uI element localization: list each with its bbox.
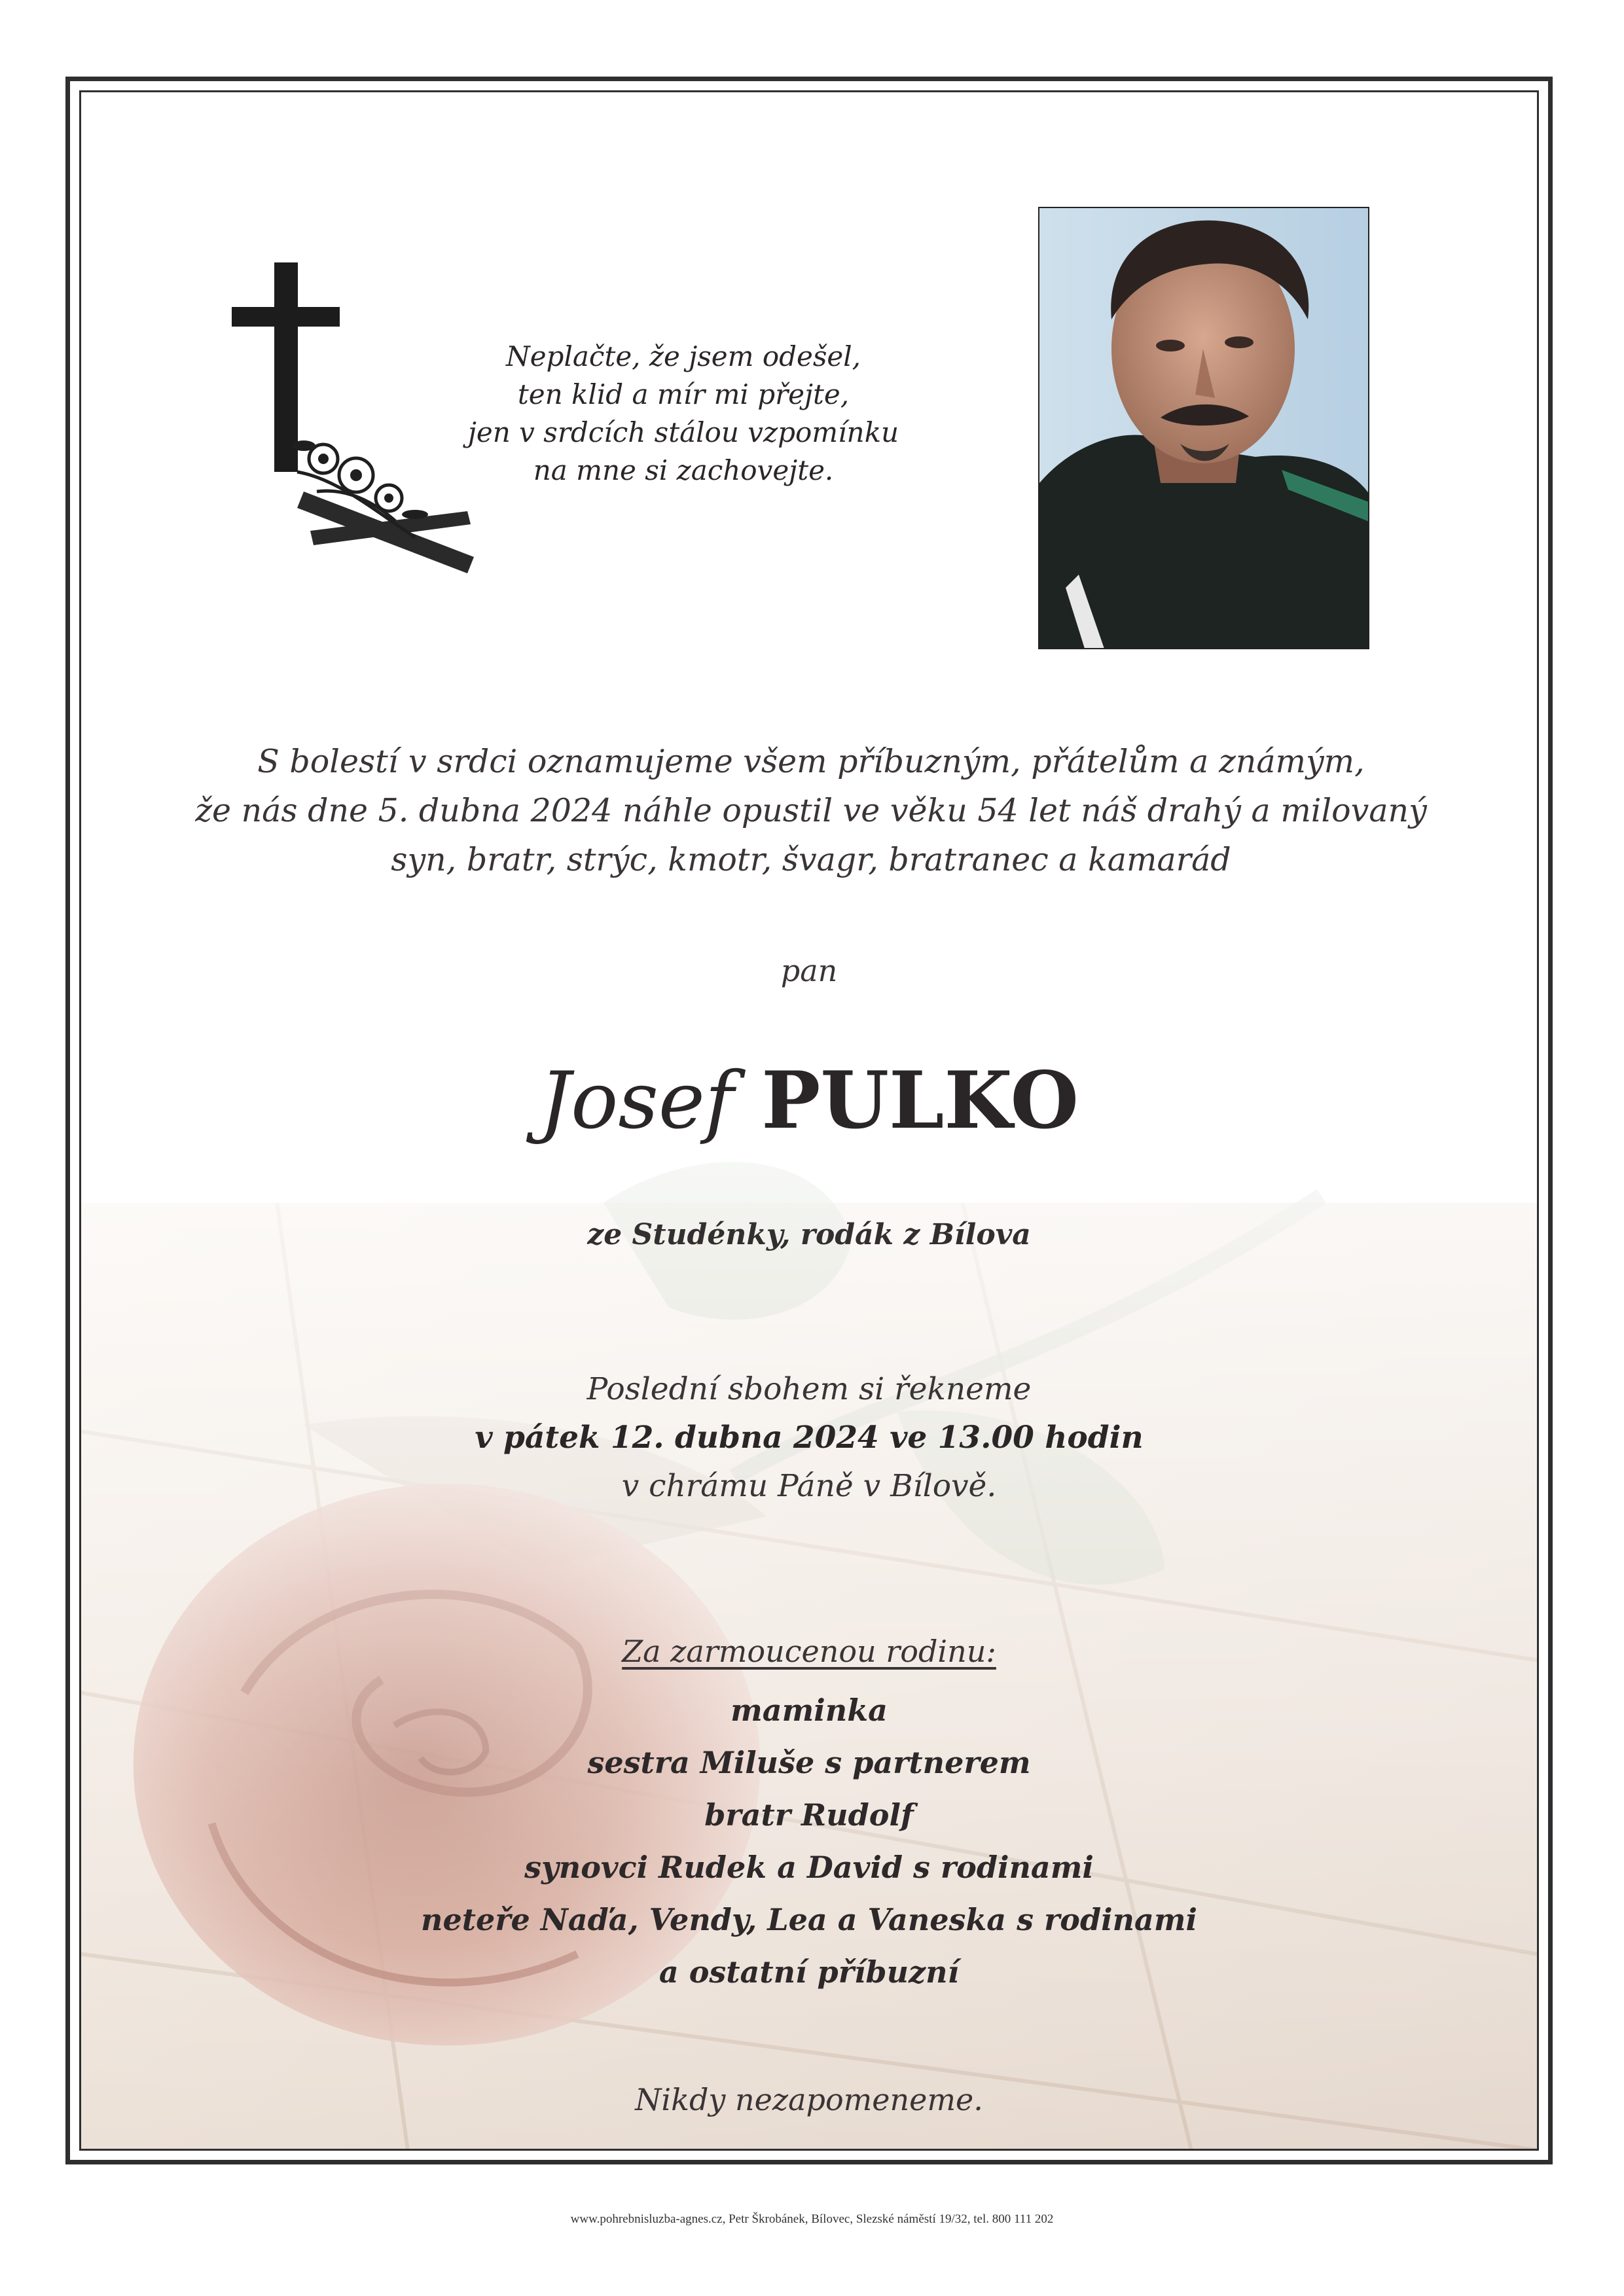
first-name: Josef <box>539 1056 734 1147</box>
poem-line: ten klid a mír mi přejte, <box>517 378 850 410</box>
funeral-details <box>81 1365 1537 1511</box>
funeral-service-footer: www.pohrebnisluzba-agnes.cz, Petr Škrobánek, Bílovec, Slezské náměstí 19/32, tel. 800 111 202 <box>570 2212 1054 2226</box>
origin-text: ze Studénky, rodák z Bílova <box>587 1218 1031 1251</box>
family-member: sestra Miluše s partnerem <box>587 1745 1031 1780</box>
deceased-name <box>81 1054 1537 1147</box>
family-member: a ostatní příbuzní <box>659 1954 960 1990</box>
portrait-image <box>1039 208 1369 649</box>
poem-line: Neplačte, že jsem odešel, <box>505 340 861 372</box>
funeral-date-time: v pátek 12. dubna 2024 ve 13.00 hodin <box>475 1420 1144 1456</box>
portrait-photo <box>1038 207 1369 649</box>
family-heading <box>81 1634 1537 1669</box>
last-name: PULKO <box>761 1054 1079 1147</box>
family-list <box>81 1684 1537 1998</box>
closing-line: Nikdy nezapomeneme. <box>635 2082 983 2117</box>
notice-card <box>79 90 1539 2151</box>
salutation: pan <box>780 953 838 988</box>
poem-line: jen v srdcích stálou vzpomínku <box>467 416 899 448</box>
farewell-line: Poslední sbohem si řekneme <box>586 1371 1032 1407</box>
family-member: maminka <box>731 1693 888 1728</box>
poem-line: na mne si zachovejte. <box>533 454 834 486</box>
family-member: synovci Rudek a David s rodinami <box>524 1850 1094 1885</box>
funeral-location: v chrámu Páně v Bílově. <box>621 1468 997 1504</box>
family-member: neteře Naďa, Vendy, Lea a Vaneska s rodinami <box>421 1902 1197 1937</box>
memorial-poem <box>389 338 978 490</box>
announcement-text <box>147 737 1475 884</box>
announcement-line: S bolestí v srdci oznamujeme všem příbuzným, přátelům a známým, <box>257 743 1365 780</box>
announcement-line: syn, bratr, strýc, kmotr, švagr, bratranec a kamarád <box>391 841 1231 878</box>
family-heading-text: Za zarmoucenou rodinu: <box>622 1634 996 1669</box>
announcement-line: že nás dne 5. dubna 2024 náhle opustil ve věku 54 let náš drahý a milovaný <box>195 792 1427 829</box>
family-member: bratr Rudolf <box>704 1797 914 1833</box>
